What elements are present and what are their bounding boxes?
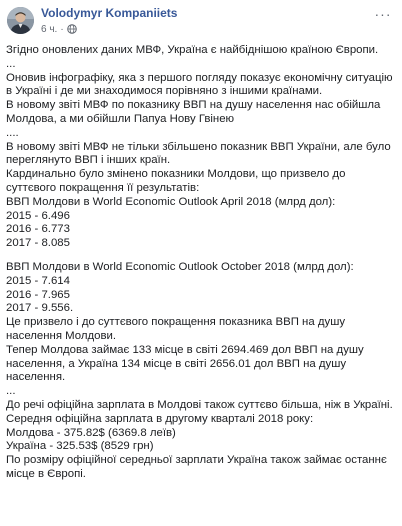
- post-line: Кардинально було змінено показники Молдови, що призвело до: [6, 168, 346, 181]
- post-line-spacer: [6, 251, 396, 261]
- more-options-icon[interactable]: ···: [374, 6, 392, 22]
- post-line: ВВП Молдови в World Economic Outlook October 2018 (млрд дол):: [6, 260, 354, 273]
- post-line: ...: [6, 57, 16, 70]
- author-name[interactable]: Volodymyr Kompaniiets: [41, 6, 178, 20]
- post-line: ...: [6, 385, 16, 398]
- post-line: Середня офіційна зарплата в другому кварталі 2018 року:: [6, 412, 314, 425]
- post-line: Молдова - 375.82$ (6369.8 леїв): [6, 426, 176, 439]
- post-line: ВВП Молдови в World Economic Outlook April 2018 (млрд дол):: [6, 195, 336, 208]
- post-timestamp[interactable]: 6 ч.: [41, 23, 58, 35]
- post-line: 2015 - 6.496: [6, 209, 70, 222]
- post-line: В новому звіті МВФ по показнику ВВП на душу населення нас обійшла: [6, 99, 381, 112]
- post-meta: [41, 23, 77, 35]
- post-line: Тепер Молдова займає 133 місце в світі 2694.469 дол ВВП на душу: [6, 343, 364, 356]
- post-line: переглянуто ВВП і інших країн.: [6, 154, 171, 167]
- post-line: населення.: [6, 371, 66, 384]
- post-line: Оновив інфографіку, яка з першого погляду показує економічну ситуацію: [6, 71, 393, 84]
- meta-separator: ·: [60, 23, 64, 35]
- post-line: До речі офіційна зарплата в Молдові також суттєво більша, ніж в Україні.: [6, 398, 393, 411]
- post-line: населення Молдови.: [6, 329, 117, 342]
- author-avatar[interactable]: [7, 7, 34, 34]
- avatar-photo-icon: [7, 7, 34, 34]
- post-line: Молдова, а ми обійшли Папуа Нову Гвінею: [6, 112, 235, 125]
- post-text: [6, 44, 396, 482]
- post-line: населення, а Україна 134 місце в світі 2656.01 дол ВВП на душу: [6, 357, 347, 370]
- post-line: Україна - 325.53$ (8529 грн): [6, 440, 154, 453]
- globe-icon[interactable]: [67, 24, 77, 34]
- post-line: Це призвело і до суттєвого покращення показника ВВП на душу: [6, 316, 346, 329]
- post-line: 2015 - 7.614: [6, 274, 70, 287]
- post-line: суттєвого покращення її результатів:: [6, 181, 200, 194]
- post-line: 2017 - 9.556.: [6, 302, 74, 315]
- post-line: Згідно оновлених даних МВФ, Україна є найбіднішою країною Європи.: [6, 44, 379, 56]
- post-line: По розміру офіційної середньої зарплати Україна також займає останнє: [6, 454, 387, 467]
- post-line: 2017 - 8.085: [6, 237, 70, 250]
- post-line: в Україні і де ми знаходимося порівняно з іншими країнами.: [6, 85, 323, 98]
- post-line: 2016 - 7.965: [6, 288, 70, 301]
- post-line: місце в Європі.: [6, 467, 86, 480]
- post-line: 2016 - 6.773: [6, 223, 70, 236]
- post-header: [0, 0, 402, 40]
- post-line: ....: [6, 126, 19, 139]
- post-line: В новому звіті МВФ не тільки збільшено показник ВВП України, але було: [6, 140, 391, 153]
